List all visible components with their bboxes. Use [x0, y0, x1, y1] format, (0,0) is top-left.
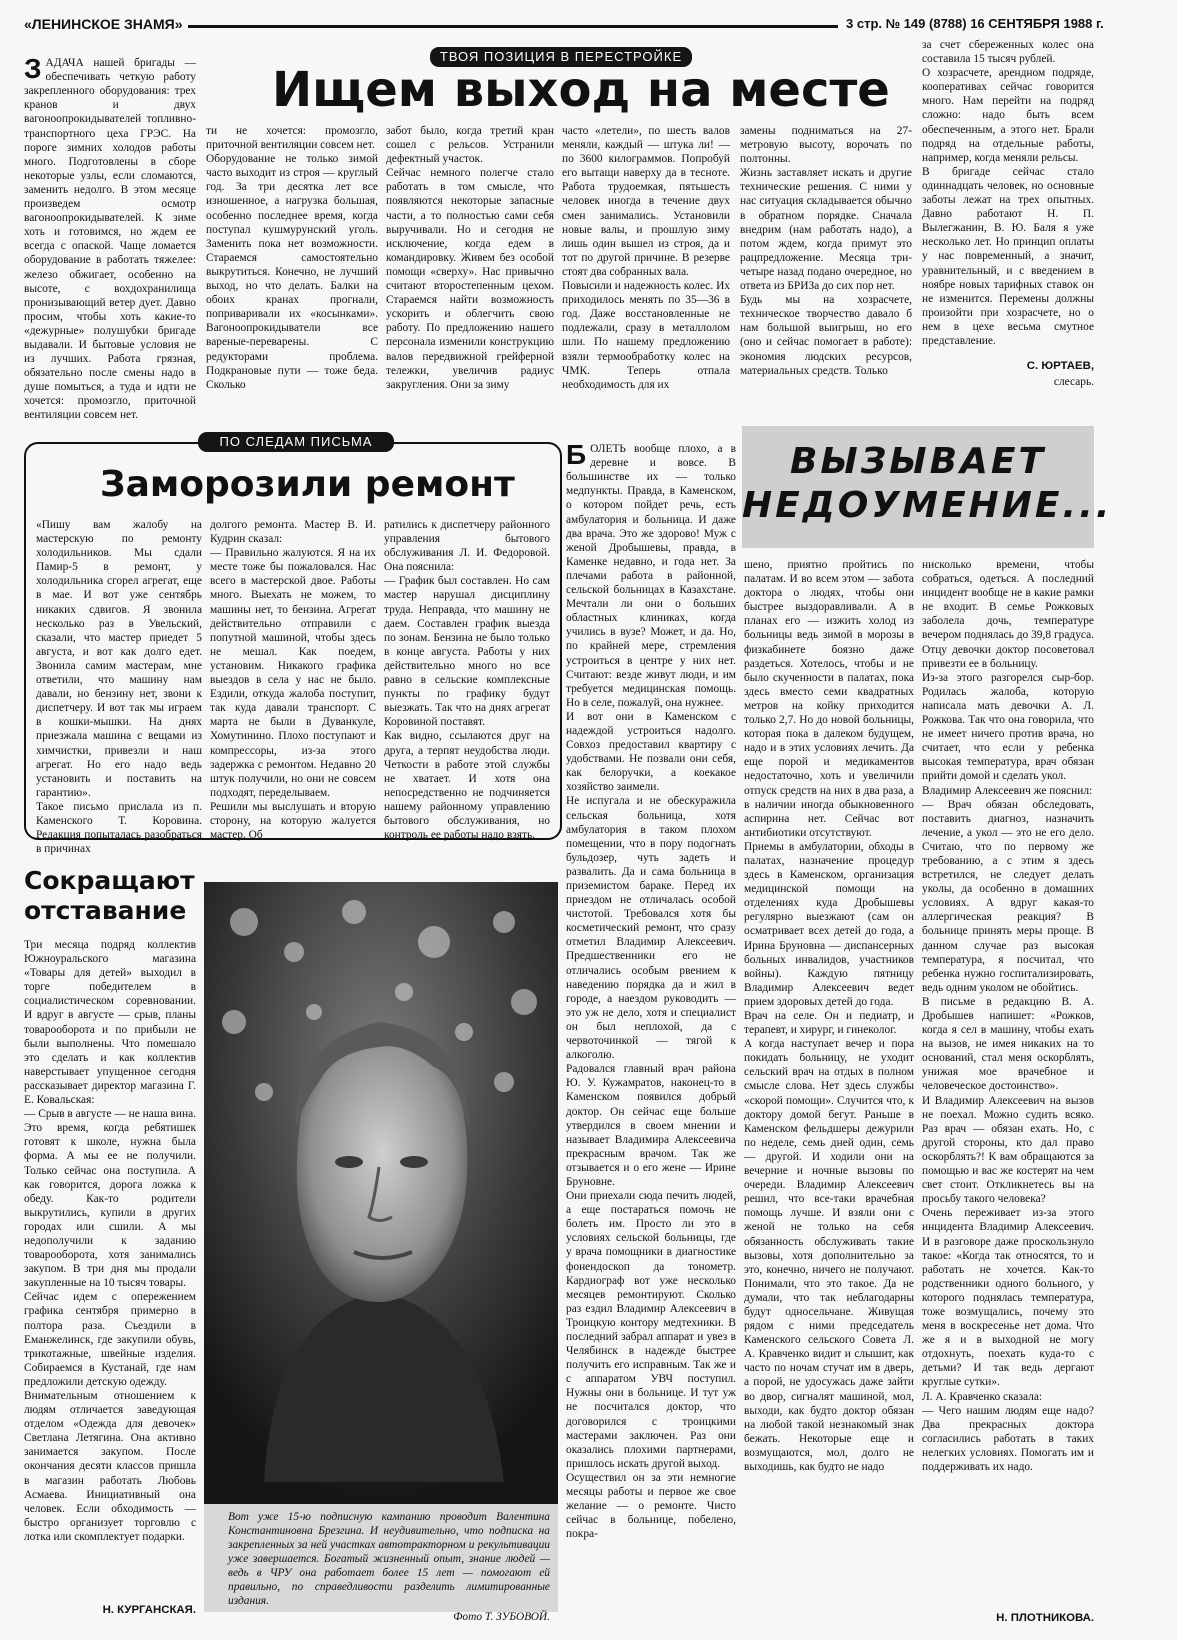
- article2-title: Заморозили ремонт: [100, 464, 515, 505]
- article4-signature: Н. ПЛОТНИКОВА.: [996, 1612, 1094, 1624]
- article3-signature: Н. КУРГАНСКАЯ.: [102, 1604, 196, 1616]
- article4-col1: [566, 428, 736, 1634]
- article1-col4: часто «летели», по шесть валов меняли, каждый — штука ли! — по 3600 килограммов. Попробуй его вытащи наверху да в тесноте. Работа трудоемкая, пятьшесть человек иногда в течение двух смен занимались. Установили новые валы, и прошлую зиму лишь один вышел из строя, да и тот по другой причине. В резерве стоят два собранных вала. Повысили и надежность колес. Их приходилось менять по 35—36 в год. Даже восстановленные не подлежали, сразу в металлолом шли. По нашему предложению взяли термообработку колес на ЧМК. Теперь отпала необходимость для их: [562, 125, 730, 391]
- article1-signature: С. ЮРТАЕВ,: [1026, 360, 1094, 372]
- article4-col1-text: ОЛЕТЬ вообще плохо, а в деревне и вовсе. В большинстве их — только медпункты. Правда, в Каменском, о котором пойдет речь, есть амбулатория и больница. И даже два врача. Это же здорово! Муж с женой Дробышевы, правда, в Каменке недавно, и года нет. За плечами работа в районной, сельской больницах в Казахстане. Мечтали ли они о больших областных клиниках, когда учились в вузе? Может, и да. Но, по крайней мере, стремления устроиться в центре у них нет. Считают: везде живут люди, и им требуется медицинская помощь. Но в селе, пожалуй, она нужнее. И вот они в Каменском с надеждой устроиться надолго. Совхоз предоставил квартиру с удобствами. Не позвали они себя, как белоручки, а коекакое хозяйство заимели. Не испугала и не обескуражила сельская больница, хотя амбулатория в таком плохом помещении, что в пору подогнать бульдозер, чуть задеть и развалить. Да и сама больница в приземистом бараке. Перед их приездом не отличалась особой чистотой. Требовался хотя бы косметический ремонт, что сразу отметил Владимир Алексеевич. Предшественники его не отличались особым рвением к наведению порядка да и жил в городе, а наездом руководить — это уж не дело, хотя и специалист он был неплохой, да с червоточинкой — тягой к алкоголю. Радовался главный врач района Ю. У. Кужамратов, наконец-то в Каменском появился добрый доктор. Он сейчас еще больше утвердился в своем мнении и называет Владимира Алексеевича прекрасным врачом. Так же отзывается и о его жене — Ирине Бруновне. Они приехали сюда печить людей, а еще постараться помочь не болеть им. Просто ли это в условиях сельской больницы, где у врача помощники в диагностике фонендоскоп да тонометр. Кардиограф вот уже несколько месяцев ремонтируют. Сколько раз ездил Владимир Алексеевич в Троицкую контору медтехники. В последний забрал аппарат и увез в Челябинск в надежде быстрее получить его исправным. Так же и с аппаратом УВЧ поступил. Нужны они в больнице. И тут уж не посчитался доктор, что договорился с троицкими мастерами заключен. Раз они оказались плохими партнерами, пришлось искать другой выход. Осуществил он за эти немногие месяцы работы и первое же свое желание — о ремонте. Чисто сейчас в больнице, побелено, покра-: [566, 443, 736, 1541]
- article1-col1: [24, 42, 196, 422]
- article1-col1-text: АДАЧА нашей бригады —обеспечивать четкую работу закрепленного оборудования: трех кранов и двух вагоноопрокидывателей топливно-транспортного цеха ГРЭС. На пороге зимних холодов работы много. Подготовлены в сборе некоторые узлы, если сломаются, заменить недолго. В этом месяце произведем осмотр вагоноопрокидывателей. К зиме хоть и готовимся, но ждем ее всегда с опаской. Чаще ломается оборудование в работать тяжелее: железо обжигает, особенно на высоте, с вохдохранилища пронизывающий ветер дует. Давно просим, чтобы хоть какие-то «дежурные» полушубки бригаде выдавали. И бытовые условия не из лучших. Работа грязная, обязательно после смены надо в душе помыться, а туда и идти не хочется: промозгло, приточной вентиляции совсем нет.: [24, 57, 196, 422]
- article4-col2: шено, приятно пройтись по палатам. И во всем этом — забота доктора о людях, чтобы они быстрее выздоравливали. А в планах его — изжить холод из больницы ведь зимой в морозы в физкабинете боязно даже раздеться. Хотелось, чтобы и не было скученности в палатах, пока здесь вместо семи квадратных метров на койку приходится только 2,7. Но до новой больницы, которая пока в далеком будущем, надо и в этих условиях лечить. Да еще порой и медикаментов недостаточно, хоть и увеличили отпуск средств на них в два раза, а в наличии иногда обыкновенного аспирина нет. Сейчас вот антибиотики отсутствуют. Приемы в амбулатории, обходы в палатах, назначение процедур здесь в Каменском, организация медицинской помощи на отделениях куда Дробышевы регулярно выезжают (сам он осматривает всех детей до года, а Ирина Бруновна — диспансерных больных инвалидов, участников войны). Каждую пятницу Владимир Алексеевич ведет прием здоровых детей до года. Врач на селе. Он и педиатр, и терапевт, и хирург, и гинеколог. А когда наступает вечер и пора покидать больницу, не уходит сельский врач на отдых в полном смысле слова. Нет здесь службы «скорой помощи». Случится что, к доктору домой бегут. Раньше в Каменском фельдшеры дежурили по неделе, семь дней один, семь — другой. И ходили они на вечерние и ночные вызовы по очереди. Владимир Алексеевич решил, что все-таки врачебная помощь лучше. И взяли они с женой не только на себя обязанность обслуживать такие вызовы, хотя дополнительно за это, конечно, ничего не получают. Понимали, что это такое. Да не думали, что так неблагодарны будут односельчане. Живущая рядом с ними председатель Каменского сельского Совета Л. А. Кравченко видит и слышит, как часто по ночам стучат им в дверь, а порой, не удосужась даже зайти во двор, сигналят машиной, мол, выходи, как будто доктор обязан на любой такой незнакомый знак бежать. Некоторые еще и возмущаются, мол, долго не выходишь, как будто не надо: [744, 559, 914, 1473]
- article1-col2: ти не хочется: промозгло, приточной вентиляции совсем нет. Оборудование не только зимой часто выходит из строя — круглый год. За три десятка лет все изношенное, а нагрузка большая, особенно последнее время, когда поступал кушмурунский уголь. Заменить пока нет возможности. Стараемся самостоятельно выкрутиться. Конечно, не лучший выход, но что делать. Балки на обоих кранах прогнали, поприваривали их «косынками». Вагоноопрокидыватели все вареные-переварены. С редукторами проблема. Подкрановые пути — тоже беда. Сколько: [206, 125, 378, 391]
- article3-body: Три месяца подряд коллектив Южноуральского магазина «Товары для детей» выходил в торге победителем в социалистическом соревновании. И вдруг в августе — срыв, планы товарооборота и по прибыли не были выполнены. Что помешало это сделать и как коллектив наверстывает упущенное сегодня рассказывает директор магазина Г. Е. Ковальская: — Срыв в августе — не наша вина. Это время, когда ребятишек готовят к школе, нужна была форма. А мы ее не получили. Только сейчас она поступила. А как говорится, дорога ложка к обеду. Как-то родители выкрутились, купили в других городах или сшили. А мы недополучили к заданию товарооборота, хотя занимались закупом. В три дня мы продали закупленные на 10 тысяч товары. Сейчас идем с опережением графика сентября примерно в полтора раза. Съездили в Еманжелинск, где закупили обувь, трикотажные, швейные изделия. Собираемся в Кустанай, где нам предложили детскую одежду. Внимательным отношением к людям отличается заведующая отделом «Одежда для девочек» Светлана Летягина. Она активно занимается закупом. После окончания десяти классов пришла в магазин работать Любовь Асмаева. Инициативный она человек. Если обходимость — быстро организует торговлю с лотка или скомплектует подарки.: [24, 939, 196, 1543]
- photo-caption: Вот уже 15-ю подписную кампанию проводит Валентина Константиновна Брезгина. И неудивительно, что подписка на закрепленных за ней участках автотракторном и рекультивации уже завершается. Богатый жизненный опыт, знание людей — ведь в ЧРУ она работает более 15 лет — помогают ей правильно, по справедливости разделить лимитированные издания.: [228, 1511, 550, 1607]
- article2-rubric: ПО СЛЕДАМ ПИСЬМА: [198, 432, 394, 452]
- portrait-photo: [204, 882, 558, 1504]
- article1-col3: забот было, когда третий кран сошел с рельсов. Устранили дефектный участок. Сейчас немного полегче стало работать в том смысле, что появляются некоторые запасные части, а то полностью сами себя выручивали. Но и сегодня не исключение, когда едем в командировку. Живем без особой помощи «сверху». Нас привычно считают второстепенным цехом. Стараемся найти возможность ускорить и облегчить свою работу. По предложению нашего персонала изменили конструкцию валов передвижной грейферной тележки, увеличив радиус закругления. Они за зиму: [386, 125, 554, 391]
- article1-role: слесарь.: [1053, 376, 1094, 388]
- article4-headline-line2: НЕДОУМЕНИЕ...: [742, 485, 1113, 526]
- article1-title: Ищем выход на месте: [272, 62, 890, 118]
- article3-title-line2: отставание: [24, 896, 187, 925]
- article1-rubric: ТВОЯ ПОЗИЦИЯ В ПЕРЕСТРОЙКЕ: [430, 47, 692, 67]
- article4-headline-line1: ВЫЗЫВАЕТ: [789, 441, 1047, 482]
- masthead-paper-name: «ЛЕНИНСКОЕ ЗНАМЯ»: [24, 16, 183, 32]
- article1-col5: замены подниматься на 27-метровую высоту, ворочать по полтонны. Жизнь заставляет искать и другие технические решения. С ними у нас ситуация складывается обычно в обратном порядке. Сначала внедрим (нам работать надо), а потом ждем, когда примут это рацпредложение. Месяца три-четыре назад подано очередное, но ответа из БРИЗа до сих пор нет. Будь мы на хозрасчете, техническое творчество давало б нам большой выигрыш, но его (оно и сейчас помогает в работе): экономия людских ресурсов, материальных средств. Только: [740, 125, 912, 377]
- article2-col2: долгого ремонта. Мастер В. И. Кудрин сказал: — Правильно жалуются. Я на их месте тоже бы пожаловался. Нас всего в мастерской двое. Работы много. Выехать не можем, то машины нет, то бензина. Агрегат действительно отправили с попутной машиной, чтобы здесь не мешал. Как поедем, установим. Никакого графика выездов в села у нас не было. Ездили, откуда жалоба поступит, так куда давали транспорт. С марта не были в Дуванкуле, Хомутинино. Плохо поступают и компрессоры, из-за этого задержка с ремонтом. Недавно 20 штук получили, но они не совсем подходят, переделываем. Решили мы выслушать и вторую сторону, на которую жалуется мастер. Об: [210, 519, 376, 842]
- article4-headline: [742, 426, 1113, 548]
- article2-col3: ратились к диспетчеру районного управления бытового обслуживания Л. И. Федоровой. Она пояснила: — График был составлен. Но сам мастер нарушал дисциплину труда. Неправда, что машину не даем. Составлен график выезда по зонам. Бензина не было только в конце августа. Работы у них действительно много но все равно в сельские комплексные пункты по графику будут выезжать. Так что на днях агрегат Коровиной поставят. Как видно, ссылаются друг на друга, а терпят неудобства люди. Четкости в работе этой службы не хватает. И хотя она непосредственно не подчиняется нашему районному управлению бытового обслуживания, но контроль ее работы надо взять.: [384, 519, 550, 842]
- article1-col6: за счет сбереженных колес она составила 15 тысяч рублей. О хозрасчете, арендном подряде, кооперативах сейчас говорится много. Нам перейти на подряд сложно: надо быть всем обеспеченным, а этого нет. Брали подряд на отдельные работы, например, когда меняли рельсы. В бригаде сейчас стало одиннадцать человек, но основные заботы лежат на трех опытных. Давно работают Н. П. Вылегжанин, В. Ю. Баля я уже несколько лет. Но принцип оплаты у нас повременный, а значит, уравнительный, и с введением в ноябре новых тарифных ставок он не изменится. Перемены должны произойти при хозрасчете, но о нем в цехе весьма смутное представление.: [922, 39, 1094, 347]
- masthead-rule: [188, 25, 838, 28]
- photo-credit: Фото Т. ЗУБОВОЙ.: [453, 1611, 550, 1623]
- article3-title-line1: Сокращают: [24, 866, 195, 895]
- article1-dropcap: З: [24, 53, 42, 85]
- article2-col1: «Пишу вам жалобу на мастерскую по ремонту холодильников. Мы сдали Памир-5 в ремонт, у холодильника сгорел агрегат, еще в мае. И вот уже сентябрь никаких сдвигов. Я звонила несколько раз в Увельский, сказали, что мастер приедет 5 августа, и вот как долго едет. Звонила самим мастерам, мне ответили, что машину нам давали, но бензину нет, звони к диспетчеру. И вот так мы играем в кошки-мышки. На днях приезжала машина с вещами из химчистки, привезли и наш агрегат. Но его надо ведь установить и поставить на гарантию». Такое письмо прислала из п. Каменского Т. Коровина. Редакция попыталась разобраться в причинах: [36, 519, 202, 856]
- photo-caption-box: [204, 1504, 558, 1623]
- article4-dropcap: Б: [566, 439, 587, 471]
- portrait-illustration: [204, 882, 558, 1504]
- article4-col3: нисколько времени, чтобы собраться, одеться. А последний инцидент вообще не в какие рамки не входит. В семье Рожковых заболела дочь, температуре вечером поднялась до 39,8 градуса. Отцу девочки доктор посоветовал привезти ее в больницу. Из-за этого разгорелся сыр-бор. Родилась жалоба, которую написала мать девочки А. Л. Рожкова. Так что она говорила, что не имеет ничего против врача, но считает, что если у ребенка высокая температура, врач обязан прийти домой и сделать укол. Владимир Алексеевич же пояснил: — Врач обязан обследовать, поставить диагноз, назначить лечение, а укол — это не его дело. Считаю, что по первому же требованию, а с этим я здесь встретился, не следует делать уколы, да особенно в домашних условиях. А вдруг какая-то аллергическая реакция? В больнице принять меры проще. В данном случае раз высокая температура, я посчитал, что ребенка нужно госпитализировать, ведь одним уколом не обойтись. В письме в редакцию В. А. Дробышев напишет: «Рожков, когда я сел в машину, чтобы ехать на вызов, не имея никаких на то оснований, стал меня оскорблять, унижая мое врачебное и человеческое достоинство». И Владимир Алексеевич на вызов не поехал. Можно судить всяко. Раз врач — обязан ехать. Но, с другой стороны, кто дал право оскорблять?! К вам обращаются за помощью и вас же костерят на чем свет стоит. Откликнетесь вы на просьбу такого человека? Очень переживает из-за этого инцидента Владимир Алексеевич. И в разговоре даже проскользнуло такое: «Когда так относятся, то и работать не хочется. Как-то родственники одного больного, у которого поднялась температура, тоже возмущались, почему это меня в воскресенье нет дома. Что же я и в выходной не могу отдохнуть, поехать куда-то с детьми? И так ведь дергают круглые сутки». Л. А. Кравченко сказала: — Чего нашим людям еще надо? Два прекрасных доктора согласились работать в таких нелегких условиях. Помогать им и поддерживать их надо.: [922, 559, 1094, 1473]
- masthead-issue: 3 стр. № 149 (8788) 16 СЕНТЯБРЯ 1988 г.: [846, 16, 1104, 31]
